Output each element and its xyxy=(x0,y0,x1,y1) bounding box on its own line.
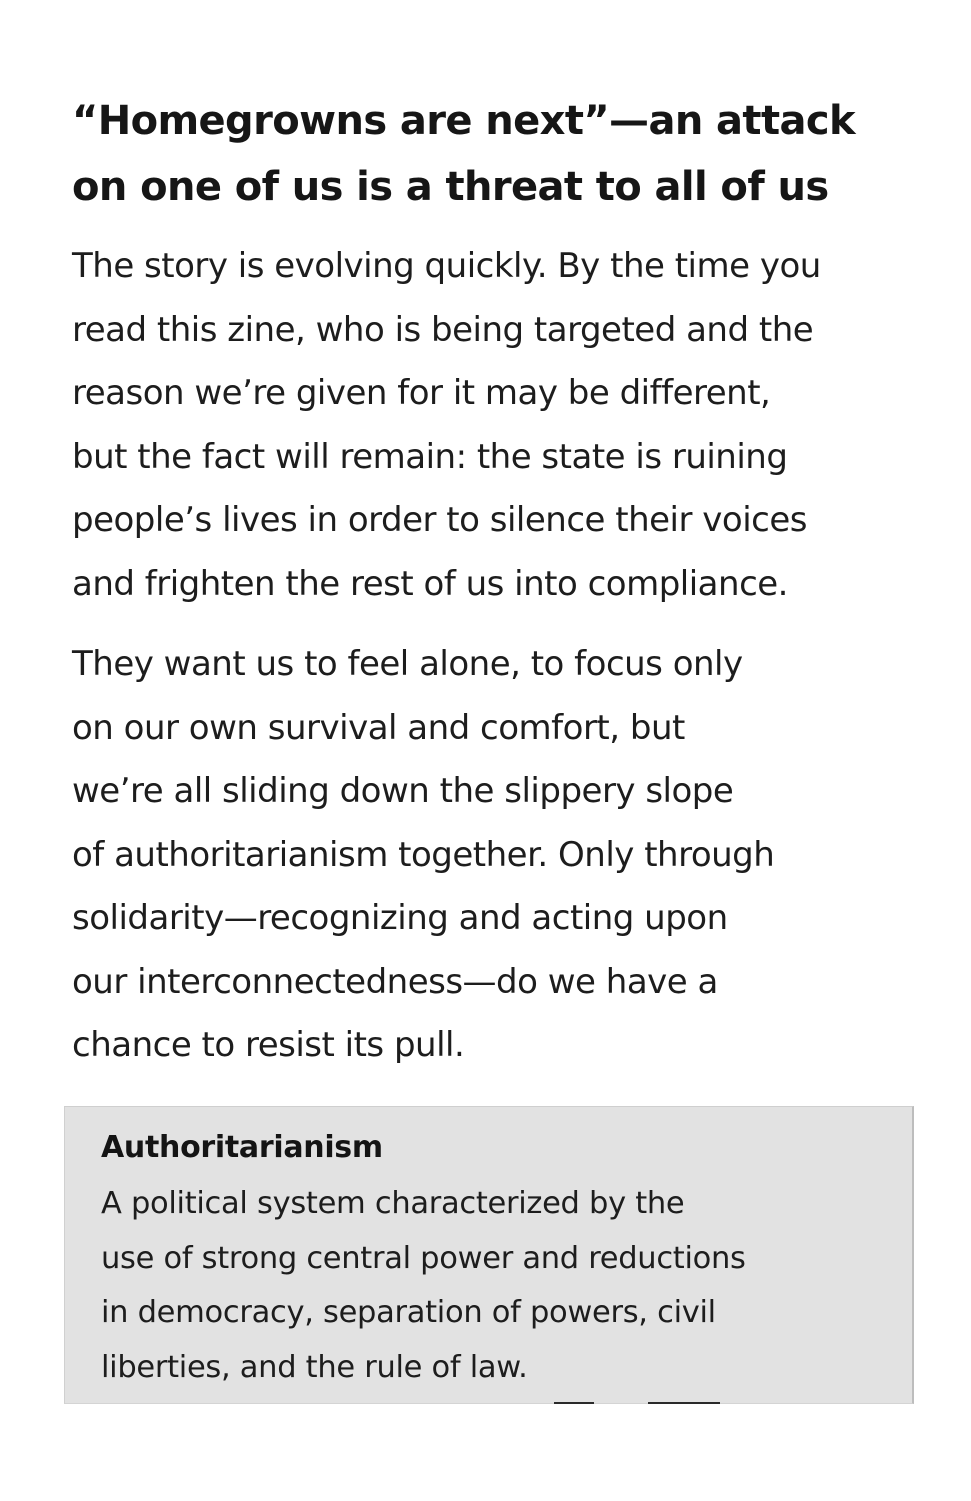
definition-line: in democracy, separation of powers, civil xyxy=(101,1295,716,1330)
scan-artifact-line xyxy=(648,1402,720,1404)
paragraph-line: and frighten the rest of us into compliance. xyxy=(72,563,788,604)
paragraph-line: solidarity—recognizing and acting upon xyxy=(72,898,728,938)
body-paragraph-2 xyxy=(72,633,952,1078)
definition-text xyxy=(101,1177,746,1395)
paragraph-line: chance to resist its pull. xyxy=(72,1025,465,1065)
definition-box xyxy=(64,1106,914,1404)
paragraph-line: on our own survival and comfort, but xyxy=(72,707,685,748)
paragraph-line: of authoritarianism together. Only through xyxy=(72,834,775,875)
section-heading xyxy=(72,88,932,220)
definition-line: liberties, and the rule of law. xyxy=(101,1349,528,1385)
paragraph-line: our interconnectedness—do we have a xyxy=(72,961,718,1002)
paragraph-line: The story is evolving quickly. By the time you xyxy=(72,246,821,286)
definition-line: use of strong central power and reductions xyxy=(101,1240,746,1276)
scan-artifact-line xyxy=(554,1402,594,1404)
paragraph-line: reason we’re given for it may be different, xyxy=(72,373,771,413)
paragraph-line: we’re all sliding down the slippery slope xyxy=(72,771,734,811)
paragraph-line: They want us to feel alone, to focus only xyxy=(72,644,743,684)
paragraph-line: but the fact will remain: the state is ruining xyxy=(72,436,788,477)
paragraph-line: read this zine, who is being targeted and the xyxy=(72,309,814,350)
heading-line: “Homegrowns are next”—an attack xyxy=(72,98,855,144)
body-paragraph-1 xyxy=(72,235,952,616)
definition-line: A political system characterized by the xyxy=(101,1186,685,1221)
paragraph-line: people’s lives in order to silence their voices xyxy=(72,500,807,540)
heading-line: on one of us is a threat to all of us xyxy=(72,164,829,210)
definition-term: Authoritarianism xyxy=(101,1130,383,1165)
